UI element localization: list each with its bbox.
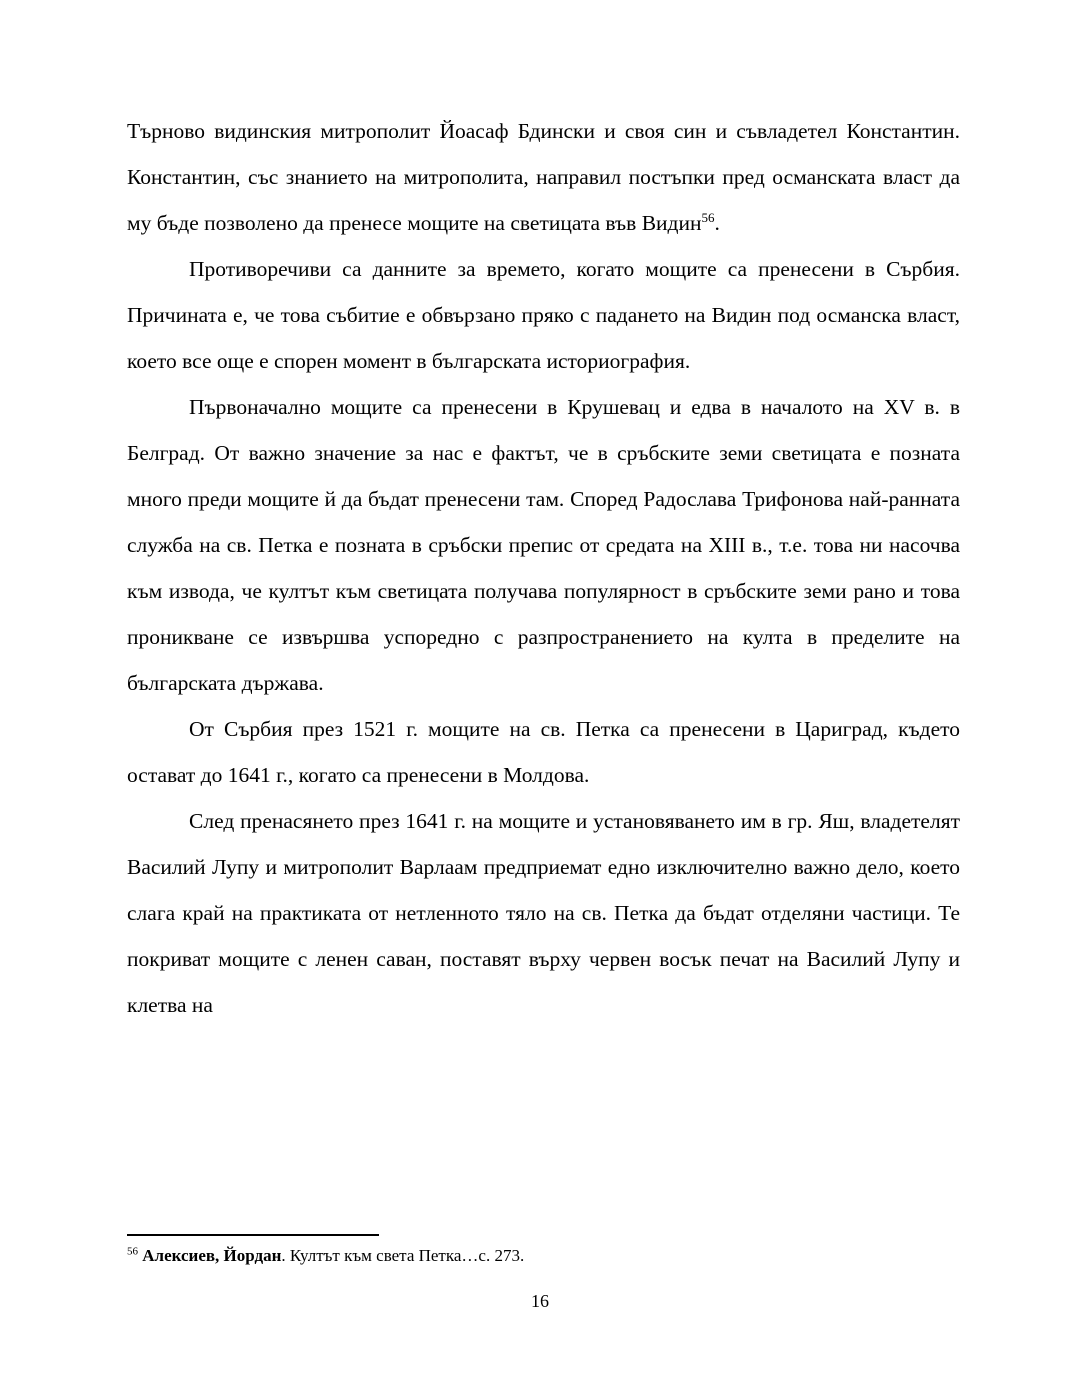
paragraph-text: . [714, 211, 720, 235]
footnote-separator [127, 1234, 379, 1236]
body-text [127, 108, 960, 1028]
footnote-marker: 56 [127, 1245, 138, 1258]
page-number: 16 [531, 1291, 549, 1311]
footnote-author: Алексиев, Йордан [142, 1246, 282, 1265]
footnote-area [127, 1234, 960, 1268]
paragraph-text: Търново видинския митрополит Йоасаф Бдински и своя син и съвладетел Константин. Константин, със знанието на митрополита, направил постъпки пред османската власт да му бъде позволено да пренесе мощите на светицата във Видин [127, 119, 960, 235]
paragraph: От Сърбия през 1521 г. мощите на св. Петка са пренесени в Цариград, където остават до 1641 г., когато са пренесени в Молдова. [127, 717, 960, 787]
paragraph: Първоначално мощите са пренесени в Крушевац и едва в началото на XV в. в Белград. От важно значение за нас е фактът, че в сръбските земи светицата е позната много преди мощите й да бъдат пренесени там. Според Радослава Трифонова най-ранната служба на св. Петка е позната в сръбски препис от средата на XIII в., т.е. това ни насочва към извода, че култът към светицата получава популярност в сръбските земи рано и това проникване се извършва успоредно с разпространението на култа в пределите на българската държава. [127, 395, 960, 695]
footnote-text: . Култът към света Петка…с. 273. [281, 1246, 525, 1265]
paragraph: Противоречиви са данните за времето, когато мощите са пренесени в Сърбия. Причината е, че това събитие е обвързано пряко с падането на Видин под османска власт, което все още е спорен момент в българската историография. [127, 257, 960, 373]
footnote [127, 1244, 960, 1268]
footnote-reference: 56 [701, 209, 715, 225]
paragraph: След пренасянето през 1641 г. на мощите и установяването им в гр. Яш, владетелят Василий Лупу и митрополит Варлаам предприемат едно изключително важно дело, което слага край на практиката от нетленното тяло на св. Петка да бъдат отделяни частици. Те покриват мощите с ленен саван, поставят върху червен восък печат на Василий Лупу и клетва на [127, 809, 960, 1017]
paragraph [127, 108, 960, 246]
